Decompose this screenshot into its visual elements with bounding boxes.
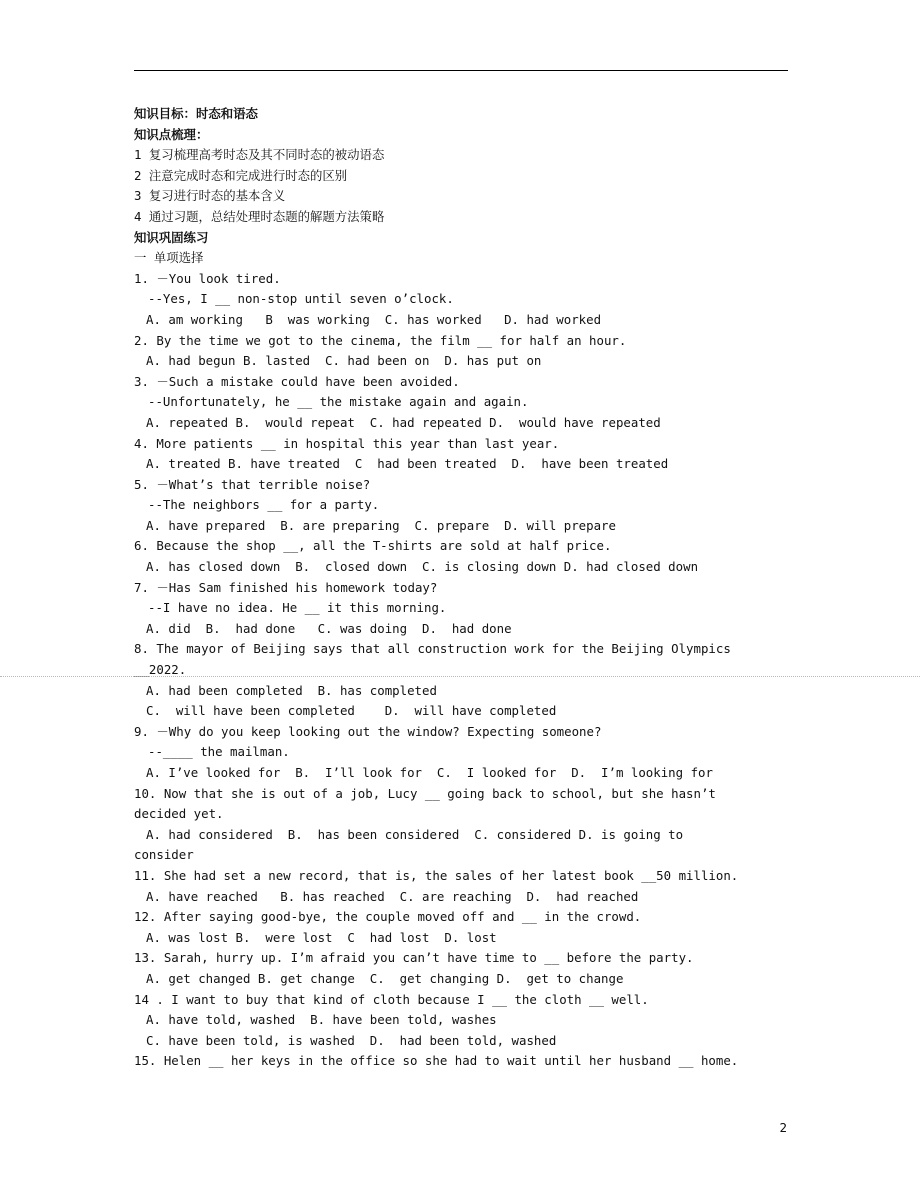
question-4-stem: 4. More patients __ in hospital this year than last year.: [134, 435, 560, 451]
heading-points: 知识点梳理：: [134, 126, 209, 142]
question-3-options: A. repeated B. would repeat C. had repeated D. would have repeated: [146, 414, 661, 430]
question-8-options: A. had been completed B. has completed: [146, 682, 437, 698]
question-5-stem: 5. －What’s that terrible noise?: [134, 476, 371, 492]
page-number: 2: [779, 1120, 787, 1135]
question-12-options: A. was lost B. were lost C had lost D. lost: [146, 929, 497, 945]
point-3: 3 复习进行时态的基本含义: [134, 188, 286, 204]
heading-objective: 知识目标：时态和语态: [134, 106, 258, 121]
question-1-stem: 1. －You look tired.: [134, 270, 281, 286]
question-6-stem: 6. Because the shop __, all the T-shirts are sold at half price.: [134, 538, 612, 554]
question-4-options: A. treated B. have treated C had been treated D. have been treated: [146, 456, 669, 472]
question-9-dialog: --____ the mailman.: [148, 744, 290, 760]
question-13-options: A. get changed B. get change C. get changing D. get to change: [146, 970, 624, 986]
question-14-stem: 14 . I want to buy that kind of cloth because I __ the cloth __ well.: [134, 991, 649, 1007]
question-7-dialog: --I have no idea. He __ it this morning.: [148, 600, 447, 616]
question-6-options: A. has closed down B. closed down C. is closing down D. had closed down: [146, 559, 699, 575]
question-2-options: A. had begun B. lasted C. had been on D. has put on: [146, 353, 542, 369]
question-11-options: A. have reached B. has reached C. are reaching D. had reached: [146, 888, 639, 904]
question-1-options: A. am working B was working C. has worked D. had worked: [146, 311, 602, 327]
question-3-stem: 3. －Such a mistake could have been avoided.: [134, 373, 460, 389]
question-9-stem: 9. －Why do you keep looking out the window? Expecting someone?: [134, 723, 602, 739]
question-3-dialog: --Unfortunately, he __ the mistake again and again.: [148, 394, 529, 410]
point-4: 4 通过习题，总结处理时态题的解题方法策略: [134, 208, 385, 224]
heading-practice: 知识巩固练习: [134, 229, 209, 245]
section-one-title: 一 单项选择: [134, 250, 204, 266]
question-10-stem-cont: decided yet.: [134, 806, 224, 822]
header-rule: [134, 70, 788, 71]
page-break-separator: [0, 676, 920, 677]
point-1: 1 复习梳理高考时态及其不同时态的被动语态: [134, 147, 385, 163]
question-14-options-cont: C. have been told, is washed D. had been told, washed: [146, 1032, 557, 1048]
document-body: [134, 104, 794, 1072]
question-7-stem: 7. －Has Sam finished his homework today?: [134, 579, 438, 595]
question-11-stem: 11. She had set a new record, that is, the sales of her latest book __50 million.: [134, 867, 739, 883]
question-14-options: A. have told, washed B. have been told, washes: [146, 1012, 497, 1028]
question-2-stem: 2. By the time we got to the cinema, the film __ for half an hour.: [134, 332, 627, 348]
question-12-stem: 12. After saying good-bye, the couple moved off and __ in the crowd.: [134, 909, 642, 925]
question-8-options-cont: C. will have been completed D. will have completed: [146, 703, 557, 719]
question-10-options: A. had considered B. has been considered C. considered D. is going to: [146, 826, 684, 842]
question-10-stem: 10. Now that she is out of a job, Lucy __ going back to school, but she hasn’t: [134, 785, 716, 801]
question-8-stem-cont: __2022.: [134, 662, 187, 678]
question-9-options: A. I’ve looked for B. I’ll look for C. I looked for D. I’m looking for: [146, 765, 713, 780]
question-5-dialog: --The neighbors __ for a party.: [148, 497, 380, 513]
question-5-options: A. have prepared B. are preparing C. prepare D. will prepare: [146, 517, 616, 533]
question-13-stem: 13. Sarah, hurry up. I’m afraid you can’t have time to __ before the party.: [134, 950, 694, 966]
question-8-stem: 8. The mayor of Beijing says that all construction work for the Beijing Olympics: [134, 641, 731, 657]
question-1-dialog: --Yes, I __ non-stop until seven o’clock.: [148, 291, 454, 307]
question-7-options: A. did B. had done C. was doing D. had done: [146, 620, 512, 636]
question-15-stem: 15. Helen __ her keys in the office so she had to wait until her husband __ home.: [134, 1053, 739, 1069]
point-2: 2 注意完成时态和完成进行时态的区别: [134, 167, 348, 183]
question-10-options-cont: consider: [134, 847, 194, 863]
